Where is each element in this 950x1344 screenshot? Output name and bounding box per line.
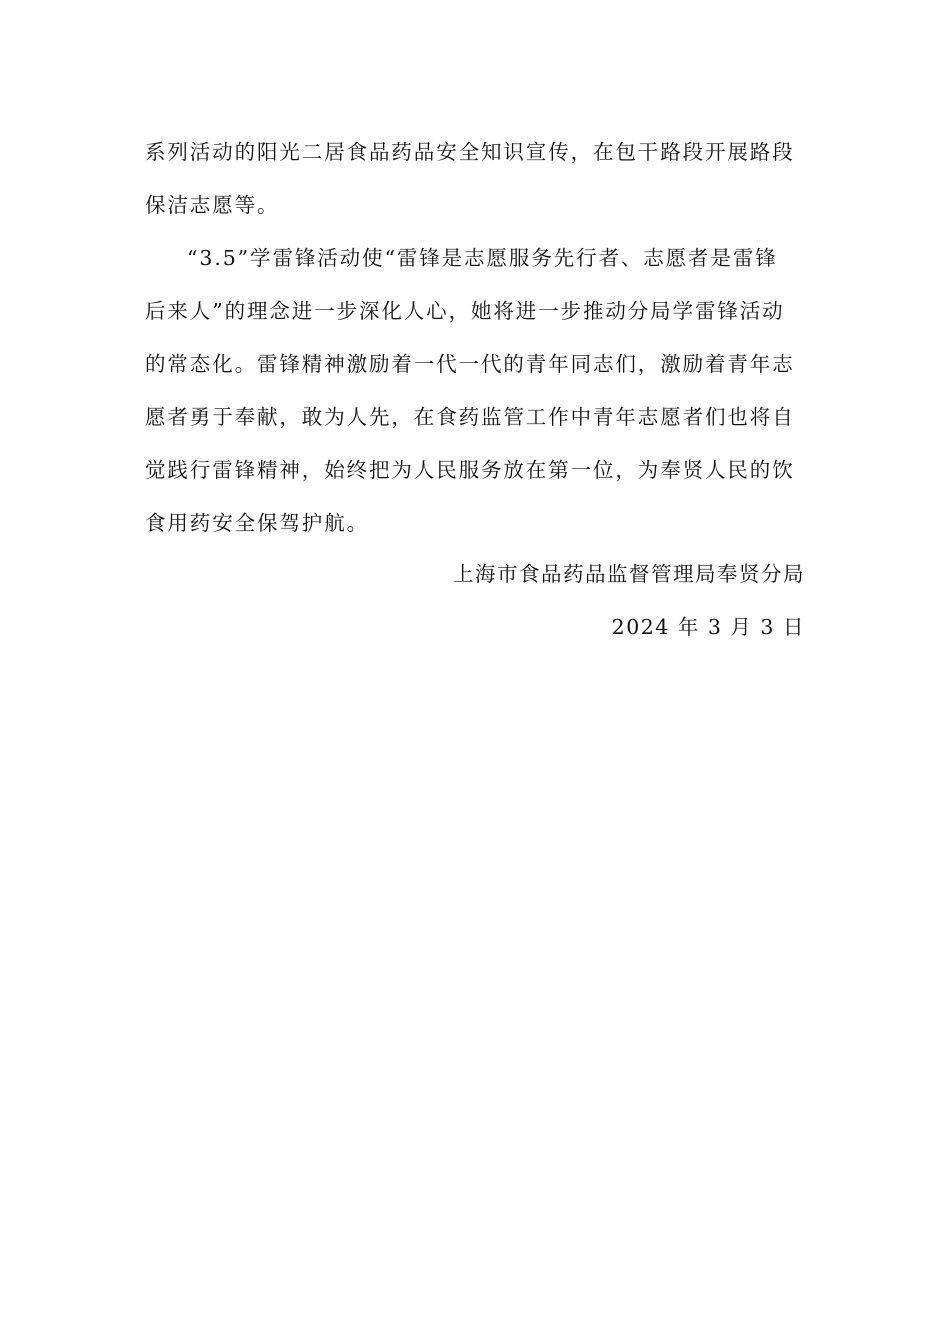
text-line: 系列活动的阳光二居食品药品安全知识宣传，在包干路段开展路段 [145,140,795,164]
text-line: 的常态化。雷锋精神激励着一代一代的青年同志们，激励着青年志 [145,352,795,376]
text-line: 保洁志愿等。 [145,193,280,217]
paragraph [145,236,805,554]
text-line: 觉践行雷锋精神，始终把为人民服务放在第一位，为奉贤人民的饮 [145,458,795,482]
text-line: 后来人”的理念进一步深化人心，她将进一步推动分局学雷锋活动 [145,299,785,323]
signature-date: 2024 年 3 月 3 日 [611,615,805,639]
paragraph [145,130,805,236]
text-line: 愿者勇于奉献，敢为人先，在食药监管工作中青年志愿者们也将自 [145,405,795,429]
signature-block [453,552,805,658]
text-line: “3.5”学雷锋活动使“雷锋是志愿服务先行者、志愿者是雷锋 [187,246,778,270]
signature-organization: 上海市食品药品监督管理局奉贤分局 [453,562,805,586]
text-line: 食用药安全保驾护航。 [145,511,369,535]
document-body [145,130,805,554]
